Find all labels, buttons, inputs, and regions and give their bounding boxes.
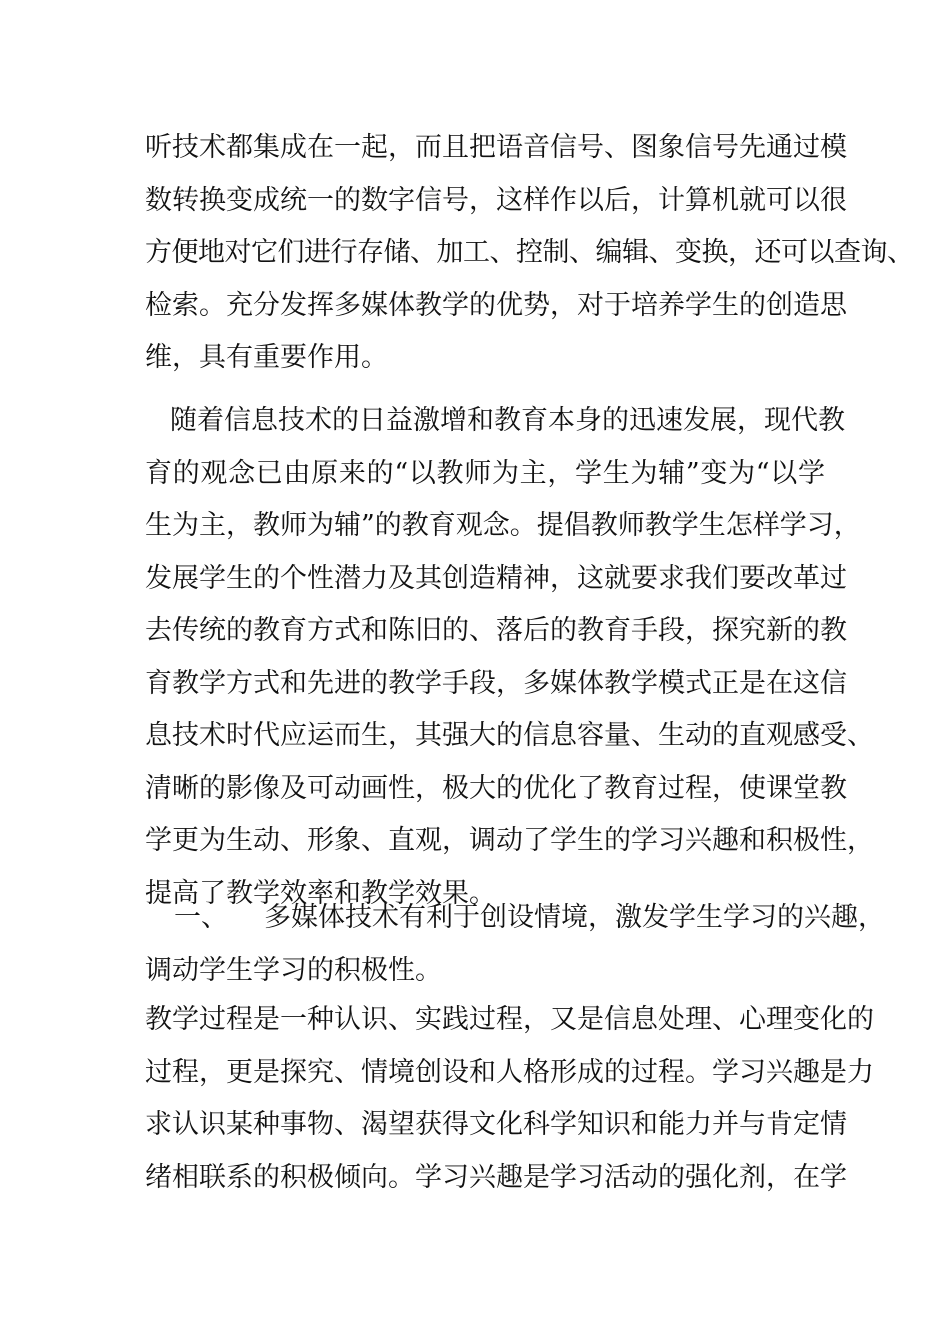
paragraph-2-line: 去传统的教育方式和陈旧的、落后的教育手段，探究新的教 (145, 615, 847, 646)
paragraph-3-line: 教学过程是一种认识、实践过程，又是信息处理、心理变化的 (145, 1004, 874, 1035)
paragraph-2-line: 学更为生动、形象、直观，调动了学生的学习兴趣和积极性， (145, 825, 874, 856)
paragraph-3-line: 求认识某种事物、渴望获得文化科学知识和能力并与肯定情 (145, 1109, 847, 1140)
paragraph-2-line: 清晰的影像及可动画性，极大的优化了教育过程，使课堂教 (145, 772, 847, 804)
paragraph-2-line: 育的观念已由原来的“以教师为主，学生为辅”变为“以学 (145, 457, 825, 489)
section-heading-1 (145, 892, 885, 997)
paragraph-1-line: 数转换变成统一的数字信号，这样作以后，计算机就可以很 (145, 184, 847, 216)
paragraph-3-line: 绪相联系的积极倾向。学习兴趣是学习活动的强化剂，在学 (145, 1161, 847, 1193)
paragraph-1-line: 听技术都集成在一起，而且把语音信号、图象信号先通过模 (145, 132, 847, 163)
paragraph-2-line: 提高了教学效率和教学效果。 (145, 877, 496, 909)
paragraph-2-line: 育教学方式和先进的教学手段，多媒体教学模式正是在这信 (145, 667, 847, 699)
paragraph-1-line: 方便地对它们进行存储、加工、控制、编辑、变换，还可以查询、 (145, 237, 914, 268)
paragraph-2-line: 息技术时代应运而生，其强大的信息容量、生动的直观感受、 (145, 720, 874, 751)
paragraph-1-line: 检索。充分发挥多媒体教学的优势，对于培养学生的创造思 (145, 289, 847, 321)
section-heading-1-line (145, 892, 885, 945)
paragraph-2-line: 随着信息技术的日益激增和教育本身的迅速发展，现代教 (170, 405, 845, 436)
section-heading-1-line: 调动学生学习的积极性。 (145, 954, 442, 986)
section-number: 一、 (174, 902, 228, 933)
paragraph-1 (145, 122, 914, 385)
paragraph-2 (145, 395, 874, 920)
paragraph-3 (145, 994, 874, 1204)
paragraph-2-line: 发展学生的个性潜力及其创造精神，这就要求我们要改革过 (145, 562, 847, 594)
paragraph-1-line: 维，具有重要作用。 (145, 342, 388, 373)
paragraph-2-line: 生为主，教师为辅”的教育观念。提倡教师教学生怎样学习， (145, 510, 861, 541)
paragraph-3-line: 过程，更是探究、情境创设和人格形成的过程。学习兴趣是力 (145, 1056, 874, 1088)
section-heading-text: 多媒体技术有利于创设情境，激发学生学习的兴趣， (264, 902, 885, 933)
